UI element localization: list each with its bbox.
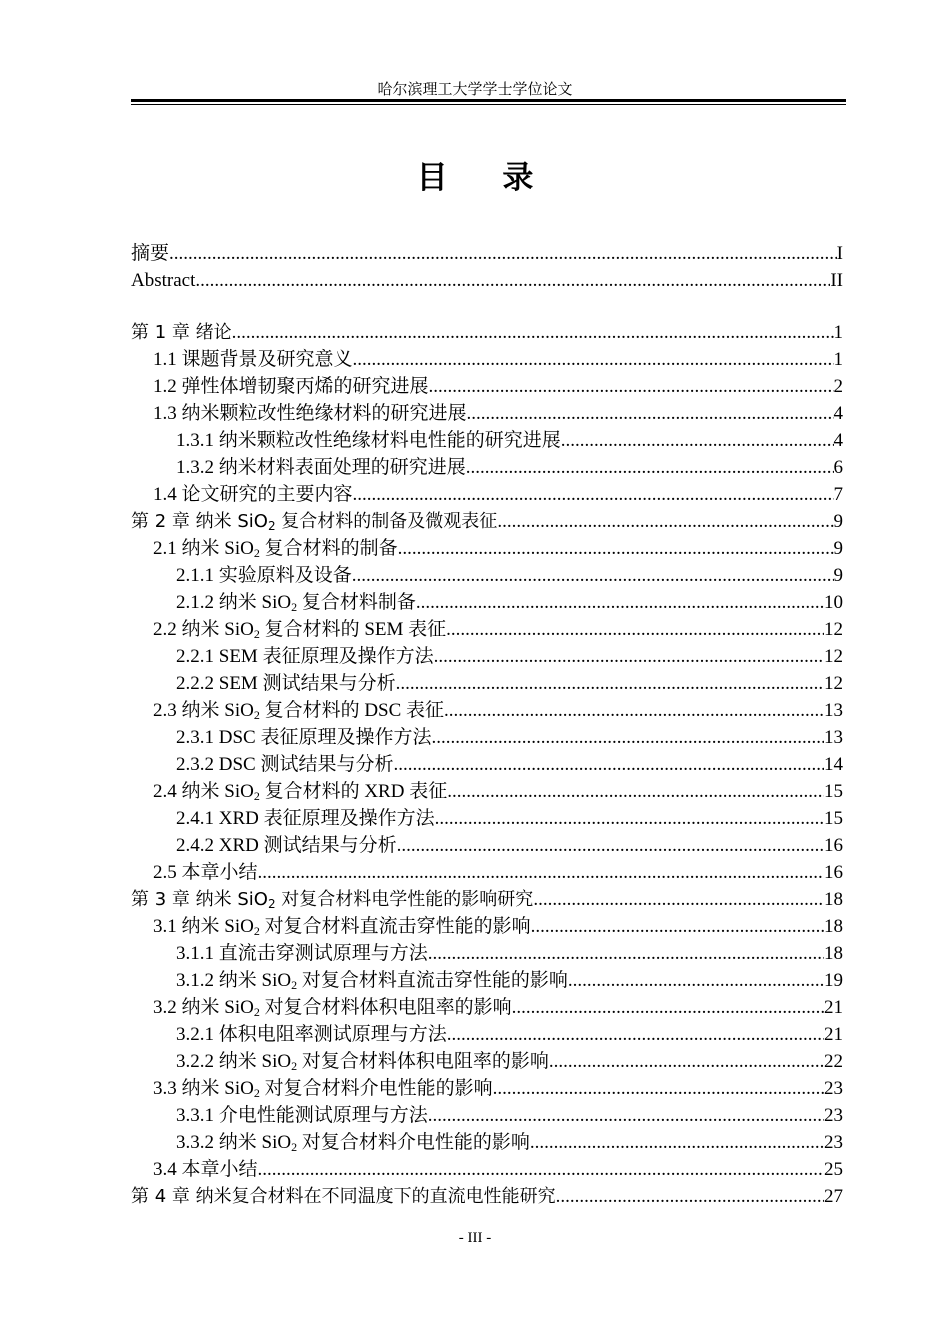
toc-leader-dots [530, 1130, 824, 1156]
toc-entry-title: Abstract [131, 270, 196, 291]
header-rule-thick [131, 99, 846, 102]
toc-leader-dots [258, 1157, 824, 1183]
toc-entry[interactable] [131, 1022, 843, 1048]
toc-entry-title: 2.4 纳米 SiO$_2$ 复合材料的 XRD 表征 [153, 781, 448, 803]
toc-page-number: 22 [824, 1051, 843, 1072]
toc-entry-title: 第 3 章 纳米 SiO$_2$ 对复合材料电学性能的影响研究 [131, 889, 534, 911]
header-rule-thin [131, 104, 846, 105]
toc-page-number: 12 [824, 673, 843, 694]
toc-entry-title: 3.3.1 介电性能测试原理与方法 [176, 1105, 428, 1126]
toc-entry-title: 2.2 纳米 SiO$_2$ 复合材料的 SEM 表征 [153, 619, 447, 641]
toc-entry[interactable] [131, 401, 843, 427]
toc-entry-title: 2.3 纳米 SiO$_2$ 复合材料的 DSC 表征 [153, 700, 445, 722]
toc-entry[interactable] [131, 806, 843, 832]
running-header: 哈尔滨理工大学学士学位论文 [377, 82, 573, 98]
toc-leader-dots [568, 968, 824, 994]
toc-entry[interactable] [131, 1157, 843, 1183]
toc-leader-dots [531, 914, 824, 940]
toc-page-number: 25 [824, 1159, 843, 1180]
toc-page-number: 18 [824, 943, 843, 964]
toc-leader-dots [447, 779, 824, 805]
toc-entry[interactable] [131, 995, 843, 1021]
toc-page-number: 7 [833, 484, 843, 505]
toc-page-number: 15 [824, 781, 843, 802]
toc-entry-title: 3.3 纳米 SiO$_2$ 对复合材料介电性能的影响 [153, 1078, 493, 1100]
toc-entry[interactable] [131, 347, 843, 373]
toc-entry[interactable] [131, 752, 843, 778]
toc-entry[interactable] [131, 968, 843, 994]
toc-entry-title: 1.4 论文研究的主要内容 [153, 484, 353, 505]
toc-page-number: 1 [833, 322, 843, 343]
toc-leader-dots [556, 1184, 824, 1210]
toc-page-number: 4 [833, 430, 843, 451]
toc-entry-title: 3.4 本章小结 [153, 1159, 258, 1180]
toc-entry[interactable] [131, 509, 843, 535]
toc-entry-title: 2.1 纳米 SiO$_2$ 复合材料的制备 [153, 538, 398, 560]
toc-entry[interactable] [131, 617, 843, 643]
toc-entry-title: 2.1.1 实验原料及设备 [176, 565, 352, 586]
toc-page-number: I [836, 243, 843, 264]
toc-page-number: 10 [824, 592, 843, 613]
toc-leader-dots [428, 1103, 824, 1129]
toc-entry-title: 3.1.2 纳米 SiO$_2$ 对复合材料直流击穿性能的影响 [176, 970, 568, 992]
toc-page-number: 9 [833, 538, 843, 559]
toc-leader-dots [434, 644, 824, 670]
toc-leader-dots [393, 752, 824, 778]
toc-entry[interactable] [131, 698, 843, 724]
toc-leader-dots [512, 995, 824, 1021]
toc-entry-title: 第 1 章 绪论 [131, 322, 232, 343]
toc-entry-title: 2.2.1 SEM 表征原理及操作方法 [176, 646, 434, 667]
toc-entry[interactable] [131, 455, 843, 481]
toc-page-number: 23 [824, 1078, 843, 1099]
toc-entry[interactable] [131, 374, 843, 400]
toc-page-number: 27 [824, 1186, 843, 1207]
toc-entry[interactable] [131, 1130, 843, 1156]
toc-leader-dots [447, 1022, 824, 1048]
toc-entry-title: 1.3 纳米颗粒改性绝缘材料的研究进展 [153, 403, 467, 424]
toc-entry[interactable] [131, 887, 843, 913]
toc-page-number: 21 [824, 997, 843, 1018]
toc-entry-title: 2.3.1 DSC 表征原理及操作方法 [176, 727, 432, 748]
toc-entry-title: 2.1.2 纳米 SiO$_2$ 复合材料制备 [176, 592, 416, 614]
toc-entry-title: 2.4.1 XRD 表征原理及操作方法 [176, 808, 435, 829]
toc-entry[interactable] [131, 268, 843, 294]
page-title: 目 录 [416, 160, 556, 196]
toc-entry-title: 3.2.2 纳米 SiO$_2$ 对复合材料体积电阻率的影响 [176, 1051, 549, 1073]
toc-entry-title: 第 2 章 纳米 SiO$_2$ 复合材料的制备及微观表征 [131, 511, 498, 533]
toc-leader-dots [497, 509, 833, 535]
toc-leader-dots [398, 536, 834, 562]
toc-page-number: 18 [824, 916, 843, 937]
toc-page-number: 12 [824, 646, 843, 667]
toc-page-number: 9 [833, 511, 843, 532]
toc-leader-dots [444, 698, 824, 724]
toc-leader-dots [533, 887, 824, 913]
toc-page-number: 19 [824, 970, 843, 991]
toc-entry-title: 1.3.1 纳米颗粒改性绝缘材料电性能的研究进展 [176, 430, 561, 451]
toc-entry[interactable] [131, 320, 843, 346]
toc-leader-dots [435, 806, 824, 832]
toc-entry[interactable] [131, 590, 843, 616]
toc-page-number: 18 [824, 889, 843, 910]
toc-entry[interactable] [131, 941, 843, 967]
toc-entry-title: 第 4 章 纳米复合材料在不同温度下的直流电性能研究 [131, 1186, 556, 1207]
toc-entry-title: 1.2 弹性体增韧聚丙烯的研究进展 [153, 376, 429, 397]
toc-leader-dots [549, 1049, 824, 1075]
toc-entry-title: 1.3.2 纳米材料表面处理的研究进展 [176, 457, 466, 478]
toc-page-number: 13 [824, 700, 843, 721]
toc-entry[interactable] [131, 1184, 843, 1210]
toc-entry-title: 3.1 纳米 SiO$_2$ 对复合材料直流击穿性能的影响 [153, 916, 531, 938]
toc-leader-dots [428, 941, 824, 967]
toc-entry[interactable] [131, 563, 843, 589]
toc-entry-title: 2.2.2 SEM 测试结果与分析 [176, 673, 396, 694]
toc-entry[interactable] [131, 428, 843, 454]
toc-page-number: 2 [833, 376, 843, 397]
toc-entry[interactable] [131, 482, 843, 508]
toc-leader-dots [493, 1076, 824, 1102]
toc-leader-dots [396, 671, 824, 697]
toc-leader-dots [466, 455, 834, 481]
page-number: - III - [458, 1230, 492, 1246]
toc-page-number: 4 [833, 403, 843, 424]
toc-entry[interactable] [131, 779, 843, 805]
toc-leader-dots [397, 833, 824, 859]
toc-entry-title: 3.2.1 体积电阻率测试原理与方法 [176, 1024, 447, 1045]
toc-entry[interactable] [131, 1049, 843, 1075]
toc-entry[interactable] [131, 1076, 843, 1102]
toc-leader-dots [353, 482, 834, 508]
toc-page-number: II [830, 270, 843, 291]
toc-entry-title: 2.4.2 XRD 测试结果与分析 [176, 835, 397, 856]
toc-leader-dots [429, 374, 834, 400]
toc-entry[interactable] [131, 833, 843, 859]
toc-leader-dots [352, 563, 834, 589]
toc-page-number: 23 [824, 1105, 843, 1126]
toc-entry[interactable] [131, 644, 843, 670]
toc-entry-title: 3.1.1 直流击穿测试原理与方法 [176, 943, 428, 964]
toc-page-number: 6 [833, 457, 843, 478]
toc-leader-dots [446, 617, 824, 643]
toc-page-number: 14 [824, 754, 843, 775]
toc-entry[interactable] [131, 241, 843, 267]
toc-entry-title: 3.2 纳米 SiO$_2$ 对复合材料体积电阻率的影响 [153, 997, 512, 1019]
toc-entry[interactable] [131, 914, 843, 940]
toc-page-number: 12 [824, 619, 843, 640]
toc-leader-dots [195, 268, 830, 294]
toc-entry-title: 2.3.2 DSC 测试结果与分析 [176, 754, 394, 775]
toc-entry-title: 摘要 [131, 243, 170, 264]
toc-entry[interactable] [131, 860, 843, 886]
toc-entry[interactable] [131, 725, 843, 751]
toc-leader-dots [431, 725, 824, 751]
toc-entry-title: 1.1 课题背景及研究意义 [153, 349, 353, 370]
toc-page-number: 16 [824, 835, 843, 856]
toc-leader-dots [169, 241, 837, 267]
toc-page-number: 15 [824, 808, 843, 829]
toc-page-number: 13 [824, 727, 843, 748]
toc-leader-dots [353, 347, 834, 373]
toc-entry-title: 2.5 本章小结 [153, 862, 258, 883]
toc-leader-dots [232, 320, 834, 346]
toc-page-number: 16 [824, 862, 843, 883]
toc-leader-dots [467, 401, 834, 427]
toc-entry[interactable] [131, 671, 843, 697]
toc-leader-dots [416, 590, 824, 616]
toc-page-number: 9 [833, 565, 843, 586]
toc-entry[interactable] [131, 1103, 843, 1129]
toc-page-number: 21 [824, 1024, 843, 1045]
toc-entry-title: 3.3.2 纳米 SiO$_2$ 对复合材料介电性能的影响 [176, 1132, 530, 1154]
toc-leader-dots [258, 860, 824, 886]
toc-entry[interactable] [131, 536, 843, 562]
toc-leader-dots [561, 428, 834, 454]
toc-page-number: 1 [833, 349, 843, 370]
toc-page-number: 23 [824, 1132, 843, 1153]
